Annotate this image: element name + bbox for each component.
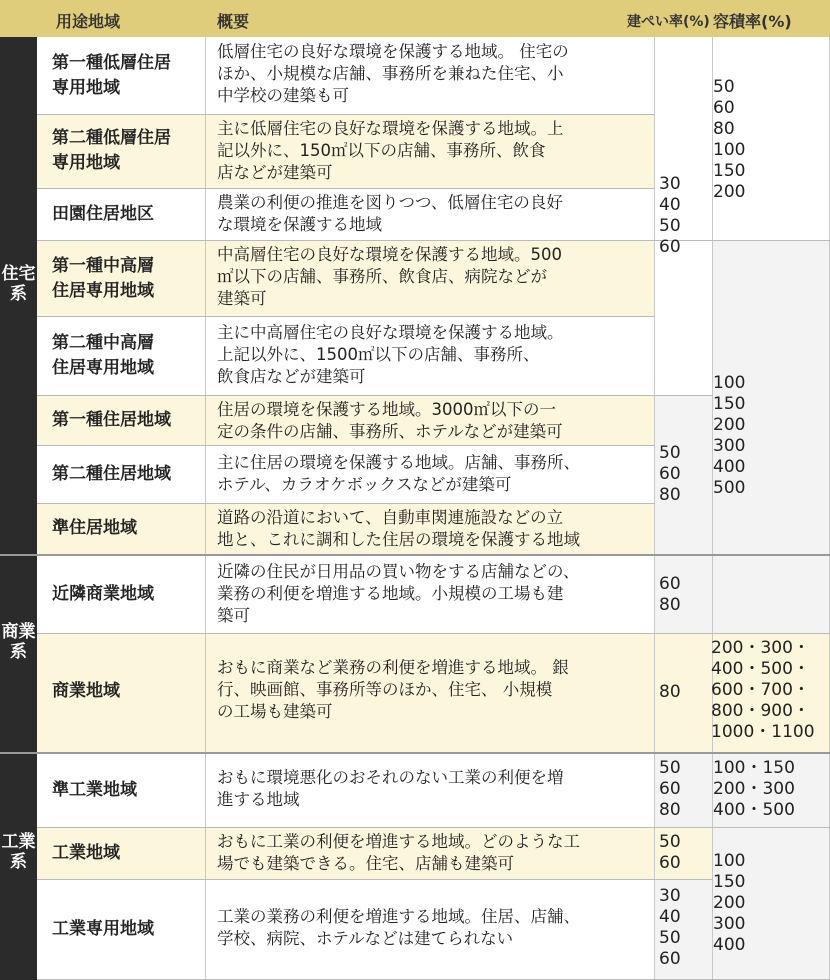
row-zone-name: 第二種中高層 住居専用地域: [52, 333, 154, 378]
category-label: 住宅系: [1, 264, 36, 304]
category-residential: [0, 37, 37, 554]
header-building-coverage: 建ぺい率(%): [627, 14, 710, 30]
row-zone-name: 第一種中高層 住居専用地域: [52, 256, 154, 301]
row-zone-summary: 近隣の住民が日用品の買い物をする店舗などの、 業務の利便を増進する地域。小規模の工場も建 築可: [217, 562, 580, 625]
bcr-values: 50 60: [659, 832, 681, 873]
row-zone-name: 工業地域: [52, 843, 120, 863]
row-zone-summary: 低層住宅の良好な環境を保護する地域。 住宅の ほか、小規模な店舗、事務所を兼ねた住宅、小 中学校の建築も可: [217, 42, 569, 105]
bcr-values: 50 60 80: [659, 443, 681, 505]
row-zone-name: 第二種低層住居 専用地域: [52, 128, 171, 173]
row-zone-name: 準住居地域: [52, 518, 137, 538]
row-zone-name: 準工業地域: [52, 780, 137, 800]
row-zone-name: 工業専用地域: [52, 919, 154, 939]
row-zone-summary: 中高層住宅の良好な環境を保護する地域。500 ㎡以下の店舗、事務所、飲食店、病院などが 建築可: [217, 245, 562, 308]
row-zone-summary: 主に中高層住宅の良好な環境を保護する地域。 上記以外に、1500㎡以下の店舗、事務所、 飲食店などが建築可: [217, 323, 564, 386]
far-values: 100 150 200 300 400: [713, 851, 746, 955]
row-zone-summary: おもに環境悪化のおそれのない工業の利便を増 進する地域: [217, 768, 564, 809]
category-label: 商業系: [1, 622, 36, 662]
row-zone-name: 田園住居地区: [52, 204, 154, 224]
category-industrial: [0, 754, 37, 980]
bcr-values: 50 60 80: [659, 758, 681, 820]
far-values: 200・300・ 400・500・ 600・700・ 800・900・ 1000・1100: [711, 638, 815, 742]
header-floor-area-ratio: 容積率(%): [713, 12, 792, 31]
row-zone-summary: 道路の沿道において、自動車関連施設などの立 地と、これに調和した住居の環境を保護する地域: [217, 508, 580, 549]
row-zone-summary: 主に住居の環境を保護する地域。店舗、事務所、 ホテル、カラオケボックスなどが建築可: [217, 453, 580, 494]
row-zone-name: 第一種住居地域: [52, 410, 171, 430]
row-zone-summary: 農業の利便の推進を図りつつ、低層住宅の良好 な環境を保護する地域: [217, 193, 563, 234]
bcr-values: 30 40 50 60: [659, 174, 681, 257]
category-label: 工業系: [1, 832, 36, 872]
table-header: [0, 0, 830, 37]
header-use-district: 用途地域: [56, 12, 121, 31]
bcr-values: 30 40 50 60: [659, 886, 681, 969]
far-values: 50 60 80 100 150 200: [713, 77, 746, 202]
bcr-values: 80: [659, 682, 681, 702]
row-zone-summary: 主に低層住宅の良好な環境を保護する地域。上 記以外に、150㎡以下の店舗、事務所、飲食 店などが建築可: [217, 119, 564, 182]
far-values: 100・150 200・300 400・500: [713, 758, 795, 820]
row-zone-name: 第二種住居地域: [52, 464, 171, 484]
row-zone-name: 近隣商業地域: [52, 584, 154, 604]
far-values: 100 150 200 300 400 500: [713, 373, 746, 498]
row-zone-name: 商業地域: [52, 681, 120, 701]
row-zone-summary: おもに工業の利便を増進する地域。どのような工 場でも建築できる。住宅、店舗も建築可: [217, 832, 580, 873]
row-zone-name: 第一種低層住居 専用地域: [52, 53, 171, 98]
header-summary: 概要: [217, 12, 250, 31]
row-zone-summary: 工業の業務の利便を増進する地域。住居、店舗、 学校、病院、ホテルなどは建てられない: [217, 907, 580, 948]
bcr-values: 60 80: [659, 574, 681, 615]
category-commercial: [0, 556, 37, 752]
row-zone-summary: 住居の環境を保護する地域。3000㎡以下の一 定の条件の店舗、事務所、ホテルなどが建築可: [217, 400, 563, 441]
row-zone-summary: おもに商業など業務の利便を増進する地域。 銀 行、映画館、事務所等のほか、住宅、 小規模 の工場も建築可: [217, 658, 569, 721]
